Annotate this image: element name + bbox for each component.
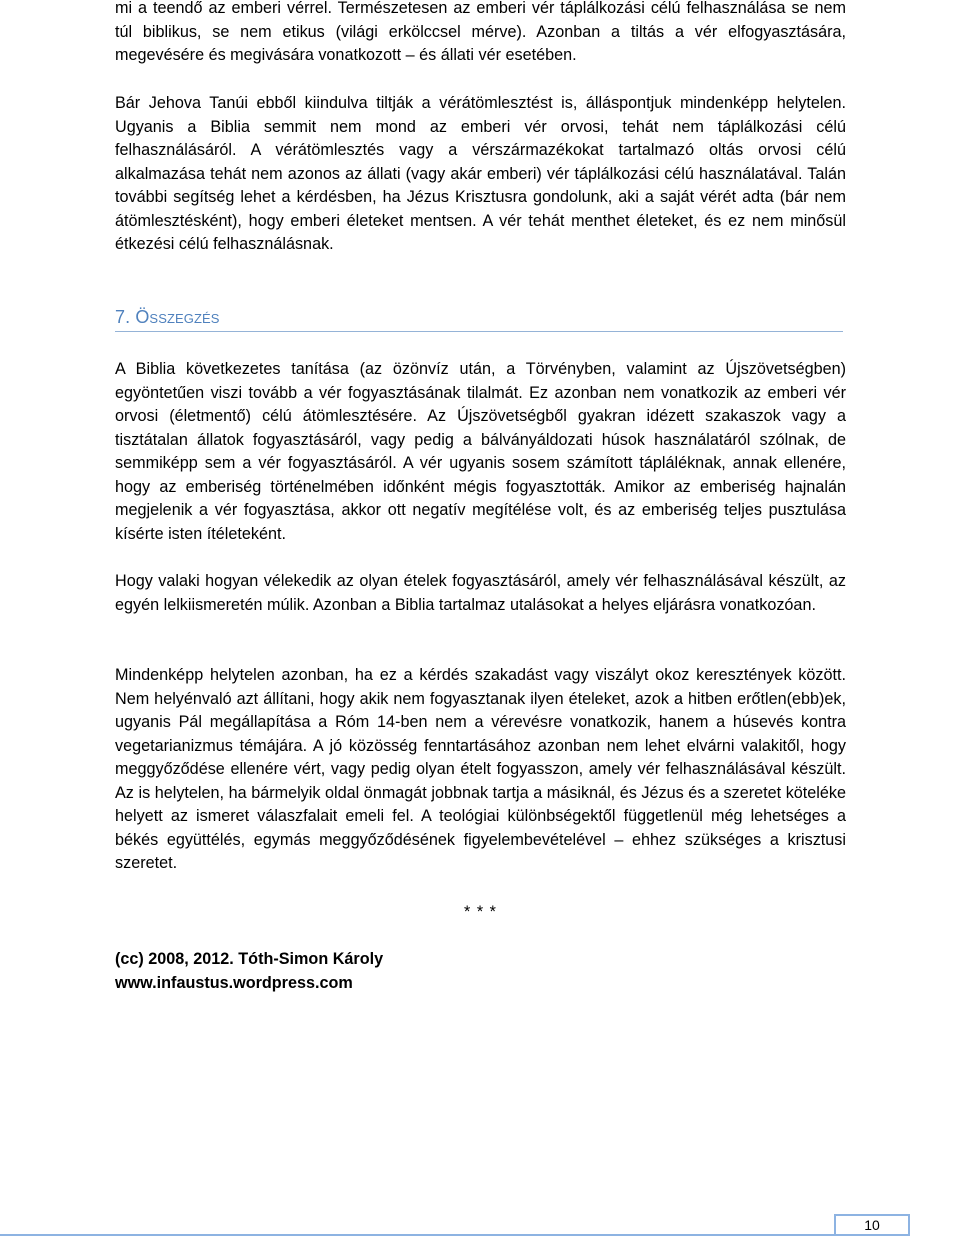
section-number: 7. <box>115 307 131 327</box>
paragraph-conscience: Hogy valaki hogyan vélekedik az olyan ételek fogyasztásáról, amely vér felhasználásával készült, az egyén lelkiismeretén múlik. Azonban a Biblia tartalmaz utalásokat a helyes eljárásra vonatkozóan. <box>115 572 846 614</box>
credits-block <box>115 948 383 995</box>
page-number: 10 <box>834 1214 910 1234</box>
section-heading <box>115 307 843 332</box>
paragraph-jehova: Bár Jehova Tanúi ebből kiindulva tiltják a vérátömlesztést is, álláspontjuk mindenképp helytelen. Ugyanis a Biblia semmit nem mond az emberi vér orvosi, tehát nem táplálkozási célú felhasználásáról. A vérátömlesztés vagy a vérszármazékokat tartalmazó oltás orvosi célú alkalmazása tehát nem azonos az állati (vagy akár emberi) vér táplálkozási célú használatával. Talán további segítség lehet a kérdésben, ha Jézus Krisztusra gondolunk, aki a saját vérét adta (bár nem átömlesztésként), hogy emberi életeket mentsen. A vér tehát menthet életeket, és ez nem minősül étkezési célú felhasználásnak. <box>115 94 846 253</box>
footer-rule <box>0 1234 910 1236</box>
paragraph-summary: A Biblia következetes tanítása (az özönvíz után, a Törvényben, valamint az Újszövetségben) egyöntetűen viszi tovább a vér fogyasztásának tilalmát. Ez azonban nem vonatkozik az emberi vér orvosi (életmentő) célú átömlesztésére. Az Újszövetségből gyakran idézett szakaszok vagy a tisztátalan állatok fogyasztásáról, vagy pedig a bálványáldozati húsok használatáról szólnak, de semmiképp sem a vér fogyasztásáról. A vér ugyanis sosem számított tápláléknak, annak ellenére, hogy az emberiség történelmében időnként mégis fogyasztották. Amikor az emberiség hajnalán megjelenik a vér fogyasztása, akkor ott negatív megítélése volt, és az emberiség teljes pusztulása kísérte isten ítéleteként. <box>115 360 846 543</box>
paragraph-continuation: mi a teendő az emberi vérrel. Természetesen az emberi vér táplálkozási célú felhasználása se nem túl biblikus, se nem etikus (világi erkölccsel mérve). Azonban a tiltás a vér elfogyasztására, megevésére és megivására vonatkozott – és állati vér esetében. <box>115 0 846 64</box>
website-link[interactable]: www.infaustus.wordpress.com <box>115 973 353 992</box>
section-title: Összegzés <box>135 307 220 327</box>
section-separator: * * * <box>464 903 497 921</box>
copyright-line: (cc) 2008, 2012. Tóth-Simon Károly <box>115 950 384 968</box>
paragraph-community: Mindenképp helytelen azonban, ha ez a kérdés szakadást vagy viszályt okoz keresztények között. Nem helyénvaló azt állítani, hogy akik nem fogyasztanak ilyen ételeket, azok a hitben erőtlen(ebb)ek, ugyanis Pál megállapítása a Róm 14-ben nem a vérevésre vonatkozik, hanem a húsevés kontra vegetarianizmus témájára. A jó közösség fenntartásához azonban nem lehet elvárni valakitől, hogy meggyőződése ellenére vért, vagy pedig olyan ételt fogyasszon, amely vér felhasználásával készült. Az is helytelen, ha bármelyik oldal önmagát jobbnak tartja a másiknál, és Jézus és a szeretet köteléke helyett az ismeret válaszfalait emeli fel. A teológiai különbségektől függetlenül még lehetséges a békés együttélés, egymás meggyőződésének figyelembevételével – ehhez szükséges a krisztusi szeretet. <box>115 666 846 872</box>
